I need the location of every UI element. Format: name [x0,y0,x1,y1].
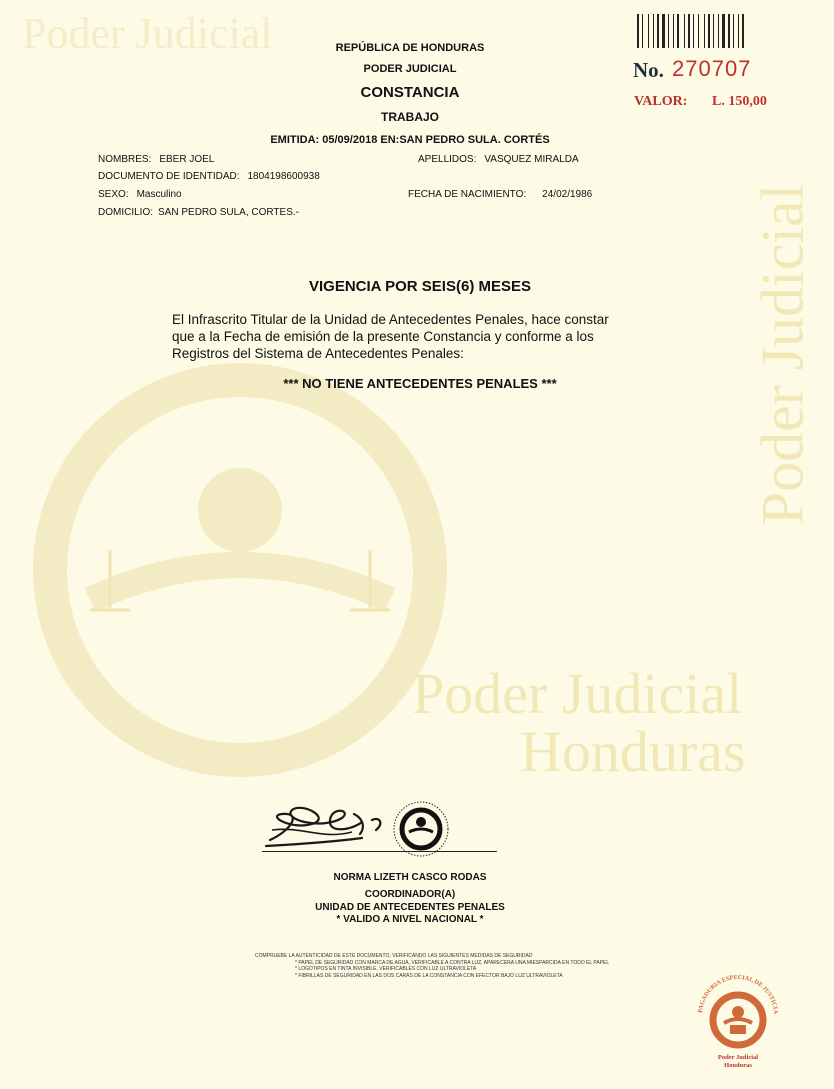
barcode-bar [680,14,683,48]
barcode-bar [715,14,717,48]
barcode-bar [740,14,741,48]
barcode-bar [644,14,647,48]
barcode-bar [677,14,679,48]
barcode-bar [666,14,667,48]
barcode-bar [684,14,685,48]
barcode-bar [704,14,705,48]
signatory-unit: UNIDAD DE ANTECEDENTES PENALES [315,902,505,913]
barcode-bar [675,14,676,48]
paragraph-line: Registros del Sistema de Antecedentes Penales: [172,346,464,361]
header-branch: PODER JUDICIAL [363,63,457,75]
pagaduria-stamp-logo [690,965,786,1075]
barcode-bar [655,14,656,48]
barcode-bar [745,14,746,48]
barcode-bar [695,14,697,48]
barcode-bar [722,14,725,48]
barcode-bar [688,14,690,48]
field-apellidos-label: APELLIDOS: [418,154,477,165]
barcode-bar [648,14,649,48]
barcode-bar [713,14,714,48]
valor-label: VALOR: [634,94,688,109]
watermark-top: Poder Judicial [22,9,273,58]
stamp-caption-2: Honduras [724,1062,752,1069]
barcode-bar [660,14,661,48]
official-seal-icon [392,800,450,858]
barcode-icon [637,14,783,48]
document-purpose: TRABAJO [380,110,439,124]
barcode-bar [726,14,727,48]
serial-number-label: No. [633,58,664,82]
barcode-bar [700,14,703,48]
security-note: COMPRUEBE LA AUTENTICIDAD DE ESTE DOCUMENTO, VERIFICANDO LAS SIGUIENTES MEDIDAS DE SEGURIDAD [255,953,533,959]
field-apellidos [418,154,579,165]
stamp-caption-1: Poder Judicial [717,1054,759,1061]
vigencia-title: VIGENCIA POR SEIS(6) MESES [309,278,531,295]
barcode-bar [650,14,652,48]
document-title: CONSTANCIA [360,84,460,101]
field-domicilio-value: SAN PEDRO SULA, CORTES.- [158,207,299,218]
barcode-bar [673,14,674,48]
watermark-side: Poder Judicial [749,183,816,526]
barcode-bar [691,14,692,48]
valor-amount: L. 150,00 [712,94,767,109]
field-sexo-value: Masculino [136,189,182,200]
issued-line: EMITIDA: 05/09/2018 EN:SAN PEDRO SULA. CORTÉS [270,134,550,146]
barcode-bar [670,14,672,48]
field-sexo [98,189,182,200]
stamp-ring-text: PAGADURIA ESPECIAL DE JUSTICIA [697,973,780,1015]
barcode-bar [708,14,710,48]
paragraph-line: El Infrascrito Titular de la Unidad de Antecedentes Penales, hace constar [172,312,609,327]
field-sexo-label: SEXO: [98,189,129,200]
signatory-name: NORMA LIZETH CASCO RODAS [333,872,487,883]
field-documento-label: DOCUMENTO DE IDENTIDAD: [98,171,240,182]
field-nacimiento [408,189,592,200]
signatory-role: COORDINADOR(A) [364,889,456,900]
barcode-bar [686,14,687,48]
barcode-bar [728,14,730,48]
security-note: * FIBRILLAS DE SEGURIDAD EN LAS DOS CARAS DE LA CONSTANCIA CON EFECTOR BAJO LUZ ULTRAVIOLETA [295,972,563,979]
field-domicilio [98,207,299,218]
validity-note: * VALIDO A NIVEL NACIONAL * [336,914,484,925]
barcode-bar [657,14,659,48]
watermark-honduras: Honduras [520,719,746,784]
security-note: * PAPEL DE SEGURIDAD CON MARCA DE AGUA, VERIFICABLE A CONTRA LUZ, APARECERA UNA MIESPARCIDA EN TODO EL PAPEL [295,959,610,966]
serial-number: 270707 [672,56,752,81]
paragraph-line: que a la Fecha de emisión de la presente Constancia y conforme a los [172,329,594,344]
watermark-poder-judicial: Poder Judicial [412,661,743,726]
header-republic: REPÚBLICA DE HONDURAS [335,42,485,54]
barcode-bar [735,14,737,48]
barcode-bar [637,14,639,48]
field-documento-value: 1804198600938 [247,171,320,182]
security-notes [255,953,685,979]
barcode-bar [706,14,707,48]
barcode-bar [720,14,721,48]
field-nacimiento-value: 24/02/1986 [542,189,593,200]
field-nombres [98,154,214,165]
field-documento [98,171,320,182]
barcode-bar [733,14,734,48]
field-nombres-label: NOMBRES: [98,154,152,165]
security-note: * LOGOTIPOS EN TINTA INVISIBLE, VERIFICABLES CON LUZ ULTRAVIOLETA [295,966,477,972]
certification-paragraph [172,311,672,362]
watermark-emblem [30,360,450,780]
barcode-bar [711,14,712,48]
barcode-bar [698,14,699,48]
barcode-bar [731,14,732,48]
barcode-bar [668,14,669,48]
barcode-bar [738,14,739,48]
barcode-bar [662,14,665,48]
barcode-bar [642,14,643,48]
signature-line [262,851,497,852]
field-domicilio-label: DOMICILIO: [98,207,154,218]
barcode-bar [653,14,654,48]
field-nacimiento-label: FECHA DE NACIMIENTO: [408,189,527,200]
field-apellidos-value: VASQUEZ MIRALDA [484,154,579,165]
barcode-bar [693,14,694,48]
barcode-bar [640,14,641,48]
field-nombres-value: EBER JOEL [159,154,215,165]
barcode-bar [718,14,719,48]
barcode-bar [742,14,744,48]
result-statement: *** NO TIENE ANTECEDENTES PENALES *** [283,376,557,391]
